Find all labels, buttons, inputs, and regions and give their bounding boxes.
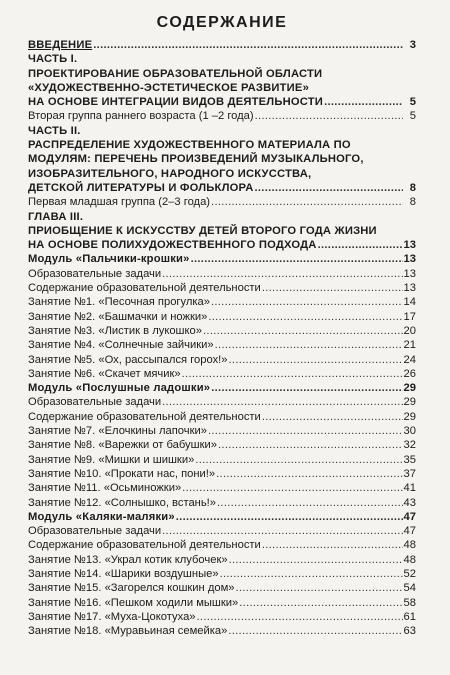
entry-text: Занятие №13. «Украл котик клубочек» — [28, 553, 228, 566]
leader-dots — [220, 567, 403, 581]
entry-page: 13 — [403, 239, 416, 252]
toc-entry-lesson[interactable] — [28, 596, 416, 610]
leader-dots — [218, 438, 403, 452]
part-heading: ЧАСТЬ I. — [28, 53, 78, 66]
leader-dots — [236, 581, 403, 595]
toc-entry-lesson[interactable] — [28, 553, 416, 567]
entry-page: 13 — [403, 282, 416, 295]
entry-text: Занятие №14. «Шарики воздушные» — [28, 567, 219, 580]
entry-page: 43 — [403, 496, 416, 509]
leader-dots — [203, 324, 403, 338]
entry-text: Занятие №10. «Прокати нас, пони!» — [28, 467, 216, 480]
entry-page: 14 — [403, 296, 416, 309]
leader-dots — [211, 381, 402, 395]
leader-dots — [262, 281, 403, 295]
entry-page: 48 — [403, 539, 416, 552]
toc-entry-lesson[interactable] — [28, 338, 416, 352]
entry-text: Занятие №16. «Пешком ходили мышки» — [28, 596, 239, 609]
leader-dots — [217, 496, 403, 510]
entry-text: НА ОСНОВЕ ИНТЕГРАЦИИ ВИДОВ ДЕЯТЕЛЬНОСТИ — [28, 96, 324, 109]
toc-entry-lesson[interactable] — [28, 353, 416, 367]
toc-entry-lesson[interactable] — [28, 324, 416, 338]
leader-dots — [211, 295, 403, 309]
toc-entry[interactable] — [28, 109, 416, 123]
entry-page: 41 — [403, 482, 416, 495]
entry-text: Образовательные задачи — [28, 525, 162, 538]
entry-page: 47 — [403, 510, 416, 523]
entry-page: 8 — [409, 181, 416, 194]
entry-page: 20 — [403, 324, 416, 337]
leader-dots — [182, 481, 402, 495]
leader-dots — [211, 195, 403, 209]
entry-page: 48 — [403, 553, 416, 566]
toc-entry[interactable] — [28, 524, 416, 538]
table-of-contents — [28, 38, 416, 638]
toc-entry-lesson[interactable] — [28, 610, 416, 624]
entry-page: 17 — [403, 310, 416, 323]
entry-text: Содержание образовательной деятельности — [28, 539, 261, 552]
toc-entry-module[interactable] — [28, 252, 416, 266]
toc-entry-module[interactable] — [28, 510, 416, 524]
toc-entry[interactable] — [28, 538, 416, 552]
entry-page: 47 — [403, 525, 416, 538]
part-heading: ГЛАВА III. — [28, 210, 84, 223]
entry-page: 3 — [409, 39, 416, 51]
entry-text: ВВЕДЕНИЕ — [28, 39, 93, 51]
entry-page: 37 — [403, 467, 416, 480]
entry-text: ДЕТСКОЙ ЛИТЕРАТУРЫ И ФОЛЬКЛОРА — [28, 181, 254, 194]
toc-entry-part2[interactable] — [28, 181, 416, 195]
entry-text: Модуль «Послушные ладошки» — [28, 382, 211, 395]
leader-dots — [318, 238, 403, 252]
entry-page: 63 — [403, 625, 416, 638]
entry-page: 5 — [409, 110, 416, 123]
toc-entry[interactable] — [28, 195, 416, 209]
leader-dots — [195, 453, 402, 467]
leader-dots — [215, 338, 403, 352]
toc-entry-lesson[interactable] — [28, 367, 416, 381]
toc-entry[interactable] — [28, 410, 416, 424]
leader-dots — [262, 410, 403, 424]
entry-text: Занятие №8. «Варежки от бабушки» — [28, 439, 217, 452]
leader-dots — [162, 395, 402, 409]
toc-entry-lesson[interactable] — [28, 581, 416, 595]
leader-dots — [93, 38, 403, 52]
entry-text: Занятие №18. «Муравьиная семейка» — [28, 625, 228, 638]
entry-page: 61 — [403, 610, 416, 623]
entry-page: 21 — [403, 339, 416, 352]
leader-dots — [239, 596, 402, 610]
entry-page: 29 — [403, 396, 416, 409]
leader-dots — [228, 624, 402, 638]
part-heading: РАСПРЕДЕЛЕНИЕ ХУДОЖЕСТВЕННОГО МАТЕРИАЛА ПО — [28, 139, 351, 152]
page-title: СОДЕРЖАНИЕ — [156, 14, 288, 31]
entry-text: Занятие №4. «Солнечные зайчики» — [28, 339, 214, 352]
entry-text: Образовательные задачи — [28, 396, 162, 409]
leader-dots — [254, 181, 403, 195]
toc-entry-lesson[interactable] — [28, 624, 416, 638]
entry-page: 29 — [403, 410, 416, 423]
leader-dots — [197, 610, 403, 624]
leader-dots — [182, 367, 403, 381]
entry-text: Занятие №6. «Скачет мячик» — [28, 367, 181, 380]
entry-text: Занятие №12. «Солнышко, встань!» — [28, 496, 217, 509]
leader-dots — [255, 109, 403, 123]
toc-entry-lesson[interactable] — [28, 424, 416, 438]
entry-text: Занятие №9. «Мишки и шишки» — [28, 453, 195, 466]
part-heading: ПРИОБЩЕНИЕ К ИСКУССТВУ ДЕТЕЙ ВТОРОГО ГОДА ЖИЗНИ — [28, 224, 377, 237]
toc-entry[interactable] — [28, 281, 416, 295]
entry-page: 8 — [409, 196, 416, 209]
entry-page: 13 — [403, 253, 416, 266]
entry-text: Модуль «Каляки-маляки» — [28, 510, 175, 523]
entry-page: 35 — [403, 453, 416, 466]
entry-text: Занятие №7. «Елочкины лапочки» — [28, 425, 207, 438]
entry-text: Занятие №11. «Осьминожки» — [28, 482, 182, 495]
leader-dots — [324, 95, 403, 109]
toc-entry-lesson[interactable] — [28, 295, 416, 309]
toc-entry[interactable] — [28, 395, 416, 409]
leader-dots — [216, 467, 402, 481]
leader-dots — [162, 267, 402, 281]
entry-page: 58 — [403, 596, 416, 609]
entry-text: Образовательные задачи — [28, 267, 162, 280]
leader-dots — [208, 310, 402, 324]
entry-page: 30 — [403, 425, 416, 438]
entry-text: Занятие №17. «Муха-Цокотуха» — [28, 610, 196, 623]
leader-dots — [229, 353, 403, 367]
toc-entry-part1[interactable] — [28, 95, 416, 109]
entry-text: Модуль «Пальчики-крошки» — [28, 253, 190, 266]
leader-dots — [229, 553, 403, 567]
entry-page: 29 — [403, 382, 416, 395]
entry-text: Занятие №1. «Песочная прогулка» — [28, 296, 210, 309]
toc-entry-introduction[interactable] — [28, 38, 416, 52]
toc-entry-chapter3[interactable] — [28, 238, 416, 252]
toc-entry-lesson[interactable] — [28, 467, 416, 481]
entry-text: Вторая группа раннего возраста (1 –2 года) — [28, 110, 254, 123]
toc-entry-module[interactable] — [28, 381, 416, 395]
toc-entry-lesson[interactable] — [28, 310, 416, 324]
entry-text: НА ОСНОВЕ ПОЛИХУДОЖЕСТВЕННОГО ПОДХОДА — [28, 239, 317, 252]
entry-page: 26 — [403, 367, 416, 380]
entry-text: Содержание образовательной деятельности — [28, 282, 261, 295]
leader-dots — [262, 538, 403, 552]
entry-text: Первая младшая группа (2–3 года) — [28, 196, 211, 209]
toc-entry[interactable] — [28, 267, 416, 281]
leader-dots — [191, 252, 403, 266]
entry-text: Занятие №15. «Загорелся кошкин дом» — [28, 582, 235, 595]
entry-text: Содержание образовательной деятельности — [28, 410, 261, 423]
toc-entry-lesson[interactable] — [28, 453, 416, 467]
toc-entry-lesson[interactable] — [28, 567, 416, 581]
part-heading: ПРОЕКТИРОВАНИЕ ОБРАЗОВАТЕЛЬНОЙ ОБЛАСТИ — [28, 67, 323, 80]
entry-page: 13 — [403, 267, 416, 280]
entry-page: 24 — [403, 353, 416, 366]
leader-dots — [162, 524, 402, 538]
toc-entry-lesson[interactable] — [28, 438, 416, 452]
entry-text: Занятие №5. «Ох, рассыпался горох!» — [28, 353, 228, 366]
entry-text: Занятие №3. «Листик в лукошко» — [28, 324, 202, 337]
entry-page: 52 — [403, 567, 416, 580]
entry-page: 54 — [403, 582, 416, 595]
part-heading: ИЗОБРАЗИТЕЛЬНОГО, НАРОДНОГО ИСКУССТВА, — [28, 167, 312, 180]
entry-page: 32 — [403, 439, 416, 452]
part-heading: ЧАСТЬ II. — [28, 124, 81, 137]
part-heading: МОДУЛЯМ: ПЕРЕЧЕНЬ ПРОИЗВЕДЕНИЙ МУЗЫКАЛЬНОГО, — [28, 153, 364, 166]
entry-text: Занятие №2. «Башмачки и ножки» — [28, 310, 208, 323]
leader-dots — [176, 510, 403, 524]
part-heading: «ХУДОЖЕСТВЕННО-ЭСТЕТИЧЕСКОЕ РАЗВИТИЕ» — [28, 81, 310, 94]
leader-dots — [208, 424, 403, 438]
toc-entry-lesson[interactable] — [28, 496, 416, 510]
entry-page: 5 — [409, 96, 416, 109]
toc-entry-lesson[interactable] — [28, 481, 416, 495]
